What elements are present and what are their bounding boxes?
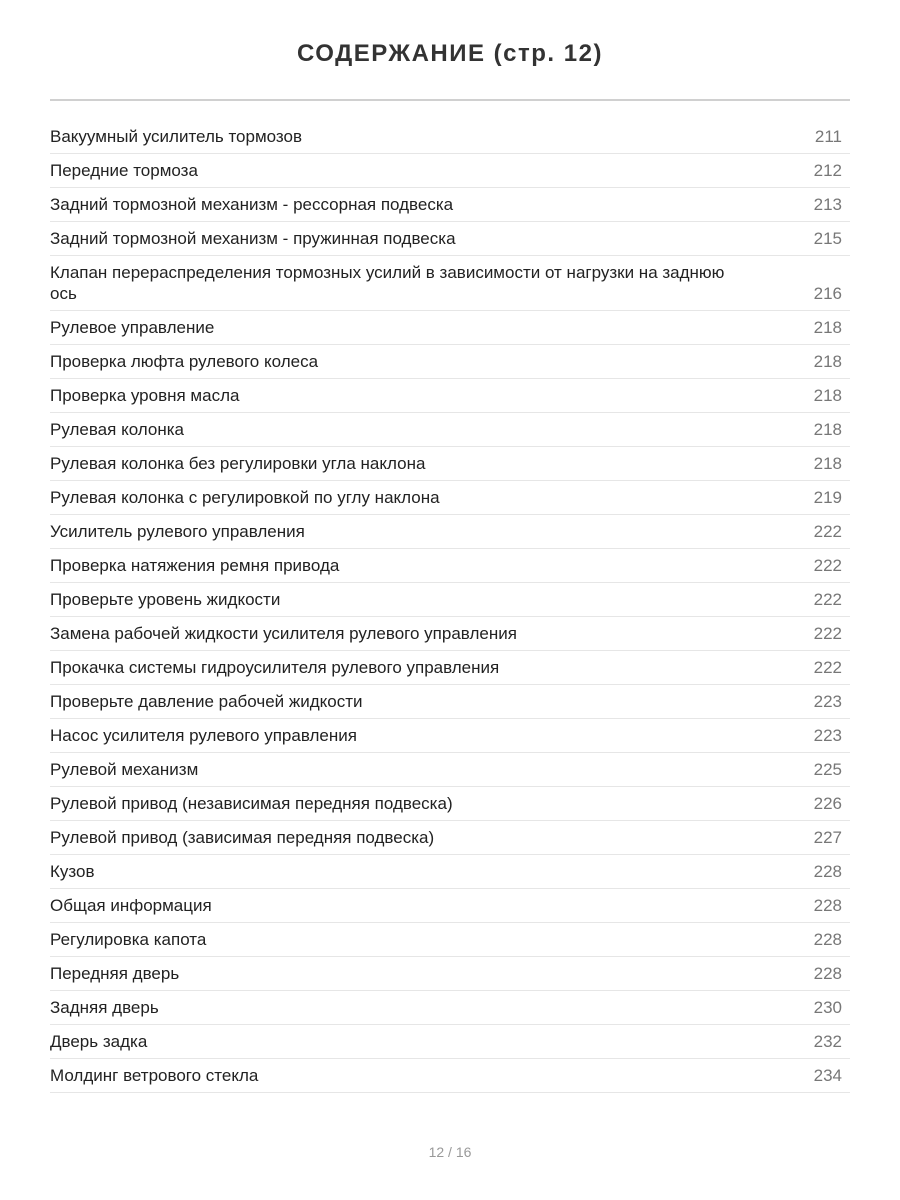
toc-entry[interactable] [50, 256, 850, 311]
toc-entry[interactable] [50, 685, 850, 719]
toc-entry[interactable] [50, 515, 850, 549]
toc-entry[interactable] [50, 222, 850, 256]
toc-entry[interactable] [50, 154, 850, 188]
toc-entry-title[interactable]: Рулевая колонка с регулировкой по углу наклона [50, 488, 440, 507]
toc-entry-title[interactable]: Проверьте уровень жидкости [50, 590, 281, 609]
toc-entry-page-number: 228 [813, 862, 842, 881]
toc-entry-page-number: 216 [813, 284, 842, 303]
toc-entry[interactable] [50, 787, 850, 821]
toc-entry-page-number: 234 [813, 1066, 842, 1085]
toc-entry-page-number: 219 [813, 488, 842, 507]
toc-entry-title[interactable]: Рулевой механизм [50, 760, 199, 779]
toc-entry-page-number: 215 [813, 229, 842, 248]
toc-entry[interactable] [50, 120, 850, 154]
toc-entry-page-number: 218 [813, 386, 842, 405]
toc-entry-page-number: 218 [813, 420, 842, 439]
toc-entry-title[interactable]: Рулевой привод (независимая передняя подвеска) [50, 794, 453, 813]
toc-entry[interactable] [50, 549, 850, 583]
toc-entry-title[interactable]: Рулевая колонка [50, 420, 184, 439]
toc-entry-title[interactable]: Кузов [50, 862, 95, 881]
toc-entry[interactable] [50, 481, 850, 515]
toc-entry-title[interactable]: Клапан перераспределения тормозных усилий в зависимости от нагрузки на заднюю ось [50, 263, 725, 303]
toc-entry-page-number: 222 [813, 590, 842, 609]
page-number: 12 / 16 [428, 1144, 472, 1160]
toc-entry[interactable] [50, 923, 850, 957]
page-title: СОДЕРЖАНИЕ (стр. 12) [297, 40, 603, 67]
toc-entry[interactable] [50, 1025, 850, 1059]
title-divider [50, 99, 850, 101]
toc-entry-page-number: 227 [813, 828, 842, 847]
toc-entry-page-number: 222 [813, 658, 842, 677]
toc-entry-page-number: 211 [814, 127, 842, 146]
toc-entry-title[interactable]: Общая информация [50, 896, 212, 915]
toc-entry[interactable] [50, 379, 850, 413]
toc-entry-page-number: 223 [813, 692, 842, 711]
toc-entry[interactable] [50, 821, 850, 855]
toc-entry-page-number: 222 [813, 556, 842, 575]
toc-entry-title[interactable]: Проверка люфта рулевого колеса [50, 352, 319, 371]
toc-entry-title[interactable]: Усилитель рулевого управления [50, 522, 305, 541]
toc-entry-title[interactable]: Передние тормоза [50, 161, 198, 180]
toc-entry[interactable] [50, 889, 850, 923]
toc-entry[interactable] [50, 957, 850, 991]
toc-entry-page-number: 230 [813, 998, 842, 1017]
toc-entry-page-number: 232 [813, 1032, 842, 1051]
toc-entry-page-number: 218 [813, 318, 842, 337]
toc-entry-title[interactable]: Прокачка системы гидроусилителя рулевого управления [50, 658, 500, 677]
toc-entry[interactable] [50, 719, 850, 753]
toc-entry[interactable] [50, 447, 850, 481]
toc-entry-title[interactable]: Задняя дверь [50, 998, 159, 1017]
toc-entry-title[interactable]: Проверка натяжения ремня привода [50, 556, 340, 575]
toc-entry[interactable] [50, 855, 850, 889]
toc-entry-title[interactable]: Дверь задка [50, 1032, 148, 1051]
toc-entry-page-number: 228 [813, 930, 842, 949]
toc-entry-page-number: 225 [813, 760, 842, 779]
toc-entry[interactable] [50, 1059, 850, 1093]
toc-entry-title[interactable]: Насос усилителя рулевого управления [50, 726, 357, 745]
toc-entry-title[interactable]: Рулевой привод (зависимая передняя подвеска) [50, 828, 435, 847]
toc-entry-page-number: 223 [813, 726, 842, 745]
toc-entry-page-number: 228 [813, 964, 842, 983]
toc-entry[interactable] [50, 311, 850, 345]
toc-entry-title[interactable]: Проверьте давление рабочей жидкости [50, 692, 363, 711]
toc-entry-title[interactable]: Задний тормозной механизм - пружинная подвеска [50, 229, 456, 248]
toc-entry-title[interactable]: Молдинг ветрового стекла [50, 1066, 259, 1085]
toc-entry-title[interactable]: Рулевая колонка без регулировки угла наклона [50, 454, 426, 473]
toc-entry-page-number: 212 [813, 161, 842, 180]
toc-entry-page-number: 218 [813, 352, 842, 371]
toc-entry-page-number: 226 [813, 794, 842, 813]
toc-entry[interactable] [50, 617, 850, 651]
toc-entry[interactable] [50, 188, 850, 222]
toc-entry-page-number: 222 [813, 624, 842, 643]
toc-entry-page-number: 218 [813, 454, 842, 473]
toc-entry-title[interactable]: Задний тормозной механизм - рессорная подвеска [50, 195, 454, 214]
toc-entry[interactable] [50, 345, 850, 379]
toc-entry-title[interactable]: Вакуумный усилитель тормозов [50, 127, 302, 146]
toc-entry[interactable] [50, 753, 850, 787]
toc-entry[interactable] [50, 583, 850, 617]
toc-entry[interactable] [50, 413, 850, 447]
toc-entry-title[interactable]: Проверка уровня масла [50, 386, 240, 405]
toc-entry-page-number: 228 [813, 896, 842, 915]
toc-entry-title[interactable]: Регулировка капота [50, 930, 207, 949]
toc-entry-title[interactable]: Передняя дверь [50, 964, 180, 983]
toc-entry-page-number: 213 [813, 195, 842, 214]
toc-entry[interactable] [50, 651, 850, 685]
table-of-contents [50, 120, 850, 1093]
toc-entry[interactable] [50, 991, 850, 1025]
toc-entry-page-number: 222 [813, 522, 842, 541]
toc-entry-title[interactable]: Рулевое управление [50, 318, 215, 337]
toc-entry-title[interactable]: Замена рабочей жидкости усилителя рулевого управления [50, 624, 517, 643]
